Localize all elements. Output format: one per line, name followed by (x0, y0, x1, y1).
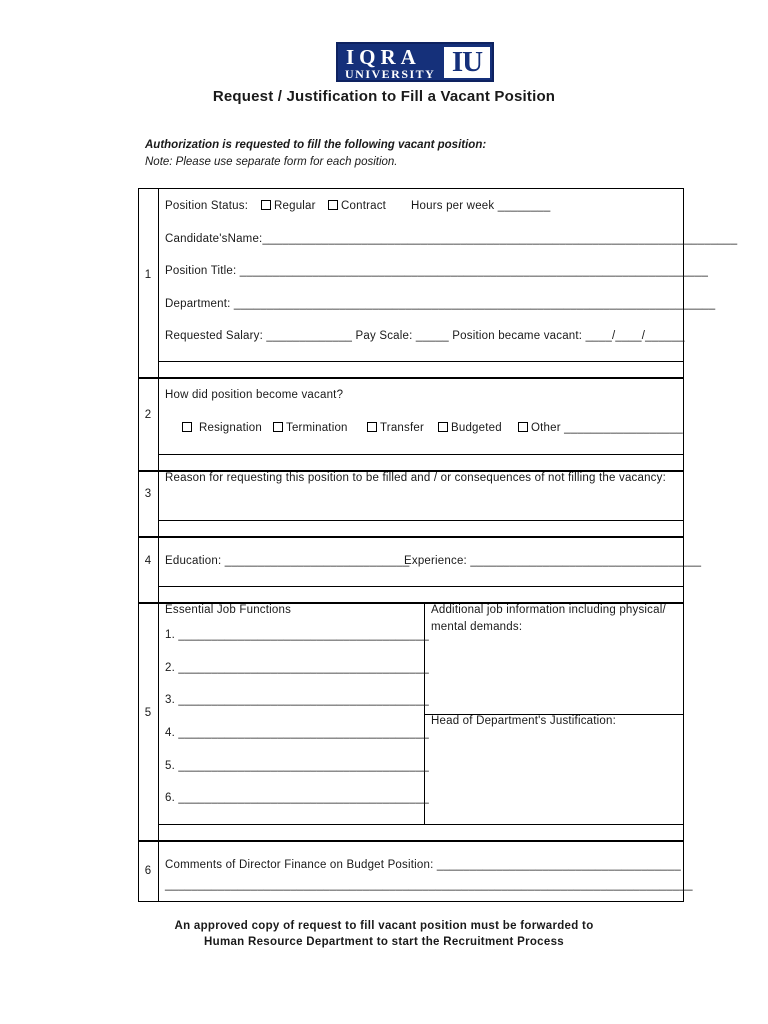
hours-per-week-field[interactable]: Hours per week ________ (411, 200, 551, 212)
contract-label: Contract (341, 200, 387, 212)
additional-info-label-line1: Additional job information including physical/ (431, 604, 666, 616)
resignation-checkbox[interactable] (182, 422, 262, 434)
checkbox-icon (182, 422, 192, 432)
other-checkbox[interactable] (518, 422, 683, 434)
budgeted-checkbox[interactable] (438, 422, 502, 434)
section-6-frame (138, 841, 684, 902)
logo-mark-iu: IU (444, 47, 490, 78)
experience-field[interactable]: Experience: ___________________________________ (404, 555, 702, 567)
transfer-checkbox[interactable] (367, 422, 424, 434)
section-number-6: 6 (144, 865, 152, 877)
footer-line-2: Human Resource Department to start the Recruitment Process (204, 936, 564, 948)
additional-info-label-line2: mental demands: (431, 621, 523, 633)
position-status-label: Position Status: (165, 200, 249, 212)
education-field[interactable]: Education: ____________________________ (165, 555, 410, 567)
job-function-field-4[interactable]: 4. ______________________________________ (165, 727, 430, 739)
section-number-3: 3 (144, 488, 152, 500)
checkbox-icon (518, 422, 528, 432)
section-4-frame (138, 537, 684, 603)
checkbox-icon (367, 422, 377, 432)
director-finance-comments-line2[interactable]: ________________________________________________________________________________ (165, 879, 693, 891)
termination-checkbox[interactable] (273, 422, 348, 434)
section-number-1: 1 (144, 269, 152, 281)
job-function-field-1[interactable]: 1. ______________________________________ (165, 629, 430, 641)
job-function-field-3[interactable]: 3. ______________________________________ (165, 694, 430, 706)
footer-line-1: An approved copy of request to fill vacant position must be forwarded to (174, 920, 594, 932)
director-finance-comments-field[interactable]: Comments of Director Finance on Budget Position: _____________________________________ (165, 859, 681, 871)
position-title-field[interactable]: Position Title: _______________________________________________________________________ (165, 265, 709, 277)
regular-label: Regular (274, 200, 316, 212)
section-number-5: 5 (144, 707, 152, 719)
regular-checkbox[interactable] (261, 200, 316, 212)
checkbox-icon (261, 200, 271, 210)
checkbox-icon (328, 200, 338, 210)
hod-justification-label: Head of Department's Justification: (431, 715, 616, 727)
authorization-text: Authorization is requested to fill the following vacant position: (145, 139, 487, 151)
contract-checkbox[interactable] (328, 200, 386, 212)
salary-scale-vacant-field[interactable]: Requested Salary: _____________ Pay Scale: _____ Position became vacant: ____/____/______ (165, 330, 685, 342)
department-field[interactable]: Department: _________________________________________________________________________ (165, 298, 716, 310)
logo-text-university: UNIVERSITY (345, 67, 436, 81)
vacancy-reason-question: How did position become vacant? (165, 389, 344, 401)
transfer-label: Transfer (380, 422, 424, 434)
resignation-label: Resignation (199, 422, 262, 434)
essential-functions-heading: Essential Job Functions (165, 604, 292, 616)
job-function-field-5[interactable]: 5. ______________________________________ (165, 760, 430, 772)
form-title: Request / Justification to Fill a Vacant Position (212, 88, 556, 105)
job-function-field-6[interactable]: 6. ______________________________________ (165, 792, 430, 804)
section-number-4: 4 (144, 555, 152, 567)
logo-text-iqra: IQRA (346, 45, 421, 69)
checkbox-icon (273, 422, 283, 432)
other-label: Other __________________ (531, 422, 683, 434)
university-logo (336, 42, 494, 82)
reason-for-request-field[interactable]: Reason for requesting this position to be filled and / or consequences of not filling the vacancy: (165, 472, 666, 484)
termination-label: Termination (286, 422, 348, 434)
job-function-field-2[interactable]: 2. ______________________________________ (165, 662, 430, 674)
checkbox-icon (438, 422, 448, 432)
note-text: Note: Please use separate form for each position. (145, 156, 398, 168)
budgeted-label: Budgeted (451, 422, 502, 434)
candidate-name-field[interactable]: Candidate'sName:________________________________________________________________________ (165, 233, 738, 245)
section-1-frame (138, 188, 684, 378)
section-number-2: 2 (144, 409, 152, 421)
